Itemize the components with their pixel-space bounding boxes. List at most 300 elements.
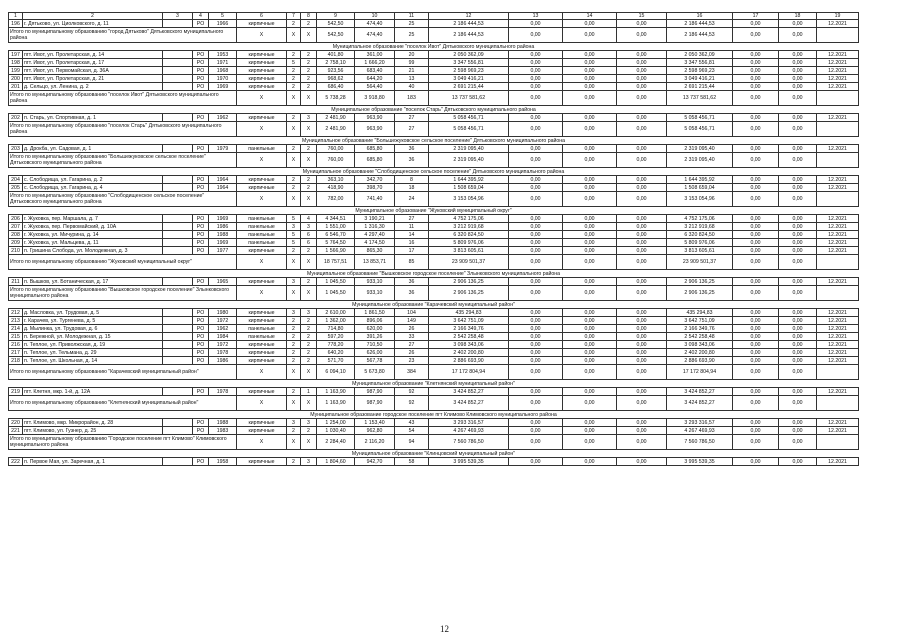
table-cell: 0,00 [509,325,563,333]
table-cell: 3 642 751,09 [429,317,509,325]
table-cell: 12.2021 [817,75,859,83]
table-cell: 683,40 [355,67,395,75]
table-cell: 12.2021 [817,341,859,349]
table-cell: 1970 [209,75,237,83]
table-cell: 0,00 [779,153,817,168]
table-cell: 741,40 [355,192,395,207]
table-cell: 12.2021 [817,83,859,91]
table-cell: PO [193,145,209,153]
subtotal-row [9,365,859,380]
table-cell: Муниципальное образование "поселок Ивот" Дятьковского муниципального района [9,43,859,51]
table-cell: 933,10 [355,286,395,301]
table-cell: 0,00 [509,114,563,122]
table-cell: PO [193,427,209,435]
table-cell: г. Карачев, ул. Тургенева, д. 5 [23,317,163,325]
table-cell: 2 319 095,40 [667,153,733,168]
table-cell: 11 [395,223,429,231]
table-cell: 865,30 [355,247,395,255]
table-cell: 0,00 [563,349,617,357]
table-cell: 2 319 095,40 [429,145,509,153]
subtotal-row [9,396,859,411]
table-cell: 0,00 [563,231,617,239]
table-cell: 216 [9,341,23,349]
table-cell: 1 644 395,92 [429,176,509,184]
table-cell: 0,00 [617,349,667,357]
table-cell: 2 166 349,76 [429,325,509,333]
table-cell: 542,50 [317,20,355,28]
table-cell: 21 [395,67,429,75]
table-cell: X [301,28,317,43]
table-cell: 1965 [209,278,237,286]
table-cell: 221 [9,427,23,435]
table-cell: 942,70 [355,458,395,466]
table-cell: 0,00 [509,153,563,168]
table-cell: PO [193,239,209,247]
table-cell: 0,00 [509,419,563,427]
table-cell: 0,00 [733,91,779,106]
table-cell: г. Жуковка, ул. Мичурина, д. 14 [23,231,163,239]
table-cell: PO [193,357,209,365]
table-cell: 0,00 [563,122,617,137]
table-cell: Итого по муниципальному образованию "Слободищенское сельское поселение" Дятьковского муниципального района [9,192,237,207]
table-cell: 2 886 693,90 [429,357,509,365]
table-cell: 1964 [209,184,237,192]
table-cell [163,20,193,28]
table-cell: Итого по муниципальному образованию "Городское поселение пгт Климово" Климовского муниципального района [9,435,237,450]
table-cell: 0,00 [617,333,667,341]
table-row [9,317,859,325]
table-cell: 0,00 [563,388,617,396]
table-cell: 0,00 [563,419,617,427]
table-cell: 1953 [209,51,237,59]
table-cell: кирпичные [237,458,287,466]
table-cell: 0,00 [617,83,667,91]
table-row [9,184,859,192]
table-cell: 0,00 [617,255,667,270]
table-cell: д. Дрокба, ул. Садовая, д. 1 [23,145,163,153]
table-cell: 0,00 [563,83,617,91]
table-cell: 15 [617,13,667,20]
page-number: 12 [440,624,449,634]
table-cell: X [287,365,301,380]
table-cell: кирпичные [237,67,287,75]
table-cell: 398,70 [355,184,395,192]
table-cell: 361,00 [355,51,395,59]
table-cell: 5 738,28 [317,91,355,106]
table-cell: кирпичные [237,114,287,122]
table-cell: 12.2021 [817,458,859,466]
table-cell: 0,00 [733,388,779,396]
subtotal-row [9,153,859,168]
table-cell: 1969 [209,239,237,247]
table-cell: 2 [301,317,317,325]
table-cell: 12.2021 [817,419,859,427]
table-cell: 2 598 969,23 [429,67,509,75]
table-cell: 0,00 [779,255,817,270]
table-cell: 217 [9,349,23,357]
table-cell: 205 [9,184,23,192]
table-row [9,114,859,122]
table-cell: PO [193,309,209,317]
table-cell: 963,90 [355,114,395,122]
table-cell [817,286,859,301]
table-cell: 401,80 [317,51,355,59]
table-cell: 27 [395,114,429,122]
table-cell: 2 906 136,25 [667,286,733,301]
table-cell: 0,00 [779,223,817,231]
table-cell: 0,00 [509,388,563,396]
table-cell: 0,00 [733,396,779,411]
table-cell: 0,00 [617,91,667,106]
table-cell: 1983 [209,427,237,435]
table-cell: панельные [237,333,287,341]
table-cell: 2 186 444,53 [667,28,733,43]
table-cell [163,231,193,239]
table-cell: панельные [237,231,287,239]
housing-register-table [8,12,859,466]
table-cell: 12.2021 [817,333,859,341]
table-cell: 0,00 [617,286,667,301]
table-cell: 5 809 976,06 [429,239,509,247]
table-cell: 5 673,80 [355,365,395,380]
table-cell: Муниципальное образование "Клетнянский муниципальный район" [9,380,859,388]
table-cell: 2 [287,341,301,349]
table-cell: 1 316,30 [355,223,395,231]
table-cell: 2 691 215,44 [429,83,509,91]
table-cell: X [237,91,287,106]
table-cell: 0,00 [563,396,617,411]
table-cell: 644,20 [355,75,395,83]
table-cell: PO [193,215,209,223]
table-cell: X [301,396,317,411]
table-cell: панельные [237,215,287,223]
table-cell: 0,00 [617,231,667,239]
table-cell: 0,00 [779,192,817,207]
table-cell: 40 [395,83,429,91]
table-cell: 685,80 [355,153,395,168]
table-cell: 564,40 [355,83,395,91]
table-cell: 1966 [209,20,237,28]
table-cell: 1978 [209,388,237,396]
table-cell: 0,00 [509,83,563,91]
table-cell: X [301,365,317,380]
table-cell: 218 [9,357,23,365]
table-cell: 0,00 [779,396,817,411]
table-cell: 962,80 [355,427,395,435]
table-cell: 0,00 [509,309,563,317]
table-cell: PO [193,223,209,231]
section-heading-row [9,450,859,458]
table-cell: пгт. Ивот, ул. Пролетарская, д. 17 [23,59,163,67]
table-cell: 2 [301,341,317,349]
table-cell: 213 [9,317,23,325]
table-cell: 0,00 [617,223,667,231]
table-cell: 0,00 [733,51,779,59]
table-cell: 5 058 456,71 [429,114,509,122]
table-cell: 2 116,20 [355,435,395,450]
table-cell: пгт. Клетня, мкр. 1-й, д. 12А [23,388,163,396]
table-cell: 2 050 362,09 [667,51,733,59]
table-cell: 3 293 316,57 [667,419,733,427]
table-cell: 0,00 [733,458,779,466]
table-cell: 0,00 [509,145,563,153]
table-cell: 0,00 [779,51,817,59]
table-cell: 3 813 605,61 [429,247,509,255]
table-cell: 0,00 [563,255,617,270]
table-cell: 1 508 659,04 [667,184,733,192]
table-cell: 13 [395,75,429,83]
table-cell: 0,00 [509,231,563,239]
table-cell: 3 212 919,68 [429,223,509,231]
table-cell: 36 [395,278,429,286]
table-cell: 2 284,40 [317,435,355,450]
table-cell: 0,00 [733,286,779,301]
table-cell: 0,00 [563,309,617,317]
table-row [9,357,859,365]
table-cell: 17 172 804,94 [667,365,733,380]
table-cell: 0,00 [563,176,617,184]
table-cell: 1988 [209,419,237,427]
table-cell: 0,00 [617,67,667,75]
table-cell: 0,00 [733,59,779,67]
table-cell: 12.2021 [817,325,859,333]
table-cell: 0,00 [617,396,667,411]
table-cell: 222 [9,458,23,466]
table-cell: 12.2021 [817,317,859,325]
table-cell: 0,00 [509,278,563,286]
table-cell: кирпичные [237,278,287,286]
table-cell [163,388,193,396]
table-cell: 2 [301,59,317,67]
table-cell: 0,00 [733,435,779,450]
table-cell: 0,00 [617,192,667,207]
table-cell: 1969 [209,215,237,223]
table-cell: 3 049 416,21 [667,75,733,83]
table-cell: 26 [395,325,429,333]
table-cell: 3 424 852,27 [429,388,509,396]
table-cell: 391,26 [355,333,395,341]
table-cell: 92 [395,388,429,396]
table-cell: 2 [287,349,301,357]
table-cell: кирпичные [237,309,287,317]
table-cell: 2 [287,20,301,28]
section-heading-row [9,380,859,388]
table-cell: 384 [395,365,429,380]
table-cell: 5 058 456,71 [429,122,509,137]
table-cell: 4 752 175,06 [667,215,733,223]
table-cell: 2 [287,83,301,91]
table-cell: пгт. Ивот, ул. Пролетарская, д. 14 [23,51,163,59]
table-cell: 0,00 [779,427,817,435]
table-cell: пгт. Ивот, ул. Пролетарская, д. 21 [23,75,163,83]
table-cell: 0,00 [509,20,563,28]
table-cell: 6 [301,231,317,239]
table-cell: 2 [287,176,301,184]
table-cell: 12.2021 [817,145,859,153]
table-cell: 3 [287,309,301,317]
table-cell: X [301,122,317,137]
table-cell: 0,00 [779,184,817,192]
table-cell: 0,00 [617,458,667,466]
table-cell: 0,00 [779,75,817,83]
table-cell: 0,00 [617,247,667,255]
table-cell: 2 [301,427,317,435]
table-cell: 10 [355,13,395,20]
table-cell: 198 [9,59,23,67]
table-cell: 0,00 [617,341,667,349]
table-cell: 0,00 [563,286,617,301]
table-row [9,176,859,184]
table-cell: 3 [301,458,317,466]
table-cell: PO [193,278,209,286]
table-cell: 2 [287,325,301,333]
table-cell: 1977 [209,247,237,255]
table-row [9,349,859,357]
table-cell: 5 [287,215,301,223]
table-cell: 9 [317,13,355,20]
table-cell: 6 320 824,50 [667,231,733,239]
table-cell: 0,00 [779,341,817,349]
table-cell: PO [193,83,209,91]
table-cell: 0,00 [779,59,817,67]
table-cell: 0,00 [617,176,667,184]
table-cell: 435 294,83 [667,309,733,317]
table-cell: 210 [9,247,23,255]
table-cell: 36 [395,286,429,301]
table-cell: 17 [395,247,429,255]
table-cell: 1964 [209,176,237,184]
subtotal-row [9,91,859,106]
table-cell [163,239,193,247]
table-cell: 5 058 456,71 [667,114,733,122]
table-cell: 12.2021 [817,231,859,239]
table-cell: 0,00 [617,145,667,153]
table-cell: 474,40 [355,20,395,28]
table-cell: 2 542 258,48 [429,333,509,341]
table-cell: 0,00 [563,239,617,247]
table-cell: Муниципальное образование городское поселение пгт Климово Климовского муниципального района [9,411,859,419]
table-cell: 0,00 [779,365,817,380]
table-cell: 54 [395,427,429,435]
table-cell: X [237,365,287,380]
table-cell [163,419,193,427]
table-cell: кирпичные [237,176,287,184]
table-cell: X [237,192,287,207]
table-cell: 0,00 [617,317,667,325]
table-cell: 0,00 [509,458,563,466]
table-cell: 12.2021 [817,20,859,28]
table-cell: 2 [301,278,317,286]
table-cell: 0,00 [733,349,779,357]
table-cell: 13 737 581,62 [667,91,733,106]
table-cell: 2 481,90 [317,122,355,137]
table-cell: 0,00 [779,357,817,365]
table-cell: X [287,91,301,106]
table-cell: 933,10 [355,278,395,286]
table-cell: 3 153 054,96 [667,192,733,207]
table-cell: 0,00 [733,153,779,168]
table-cell: 0,00 [779,114,817,122]
table-cell: PO [193,419,209,427]
table-cell: 0,00 [509,75,563,83]
table-cell: 27 [395,122,429,137]
table-cell: 2 [301,83,317,91]
table-cell: 7 [287,13,301,20]
table-cell: 0,00 [733,192,779,207]
table-cell [163,333,193,341]
table-cell: 1980 [209,309,237,317]
table-cell [163,59,193,67]
table-row [9,458,859,466]
table-cell: 0,00 [779,83,817,91]
table-cell: 1986 [209,223,237,231]
table-row [9,215,859,223]
table-cell [163,325,193,333]
table-cell: 2 [301,325,317,333]
table-cell: 0,00 [509,28,563,43]
table-cell: Муниципальное образование "поселок Старь" Дятьковского муниципального района [9,106,859,114]
table-cell: 3 424 852,27 [429,396,509,411]
table-cell: X [287,435,301,450]
table-row [9,309,859,317]
table-cell: 2 886 693,90 [667,357,733,365]
table-cell: PO [193,176,209,184]
table-cell: X [287,192,301,207]
table-cell: Муниципальное образование "Вышковское городское поселение" Злынковского муниципального района [9,270,859,278]
table-cell: 33 [395,333,429,341]
table-cell: 3 098 343,06 [667,341,733,349]
table-cell: 85 [395,255,429,270]
table-cell: X [237,28,287,43]
table-cell: 3 212 919,68 [667,223,733,231]
table-cell: 13 853,71 [355,255,395,270]
table-cell: 1978 [209,349,237,357]
table-cell [163,83,193,91]
table-cell: с. Слободища, ул. Гагарина, д. 4 [23,184,163,192]
table-cell: 206 [9,215,23,223]
table-cell: 0,00 [617,59,667,67]
table-cell: 3 [301,419,317,427]
table-cell: 0,00 [779,419,817,427]
table-cell: 3 293 316,57 [429,419,509,427]
table-cell: 3 [163,13,193,20]
table-cell: X [287,122,301,137]
table-cell: 0,00 [733,122,779,137]
table-cell: 12.2021 [817,247,859,255]
table-cell: 4 267 469,93 [667,427,733,435]
table-cell: 0,00 [563,278,617,286]
table-cell: пгт. Климово, ул. Гузнер, д. 25 [23,427,163,435]
table-cell: 2 [301,75,317,83]
table-cell: 2 166 349,76 [667,325,733,333]
table-cell [163,145,193,153]
table-cell: 778,20 [317,341,355,349]
table-cell [817,192,859,207]
table-cell: 571,70 [317,357,355,365]
table-row [9,427,859,435]
table-cell: 0,00 [733,223,779,231]
table-cell: 2 [287,427,301,435]
table-cell: 0,00 [733,255,779,270]
table-cell: 2 [301,333,317,341]
table-row [9,247,859,255]
table-cell: 3 [287,419,301,427]
table-cell: 203 [9,145,23,153]
table-cell: X [301,435,317,450]
table-cell: 2 [301,176,317,184]
table-cell: 0,00 [563,223,617,231]
table-cell: 2 [287,51,301,59]
